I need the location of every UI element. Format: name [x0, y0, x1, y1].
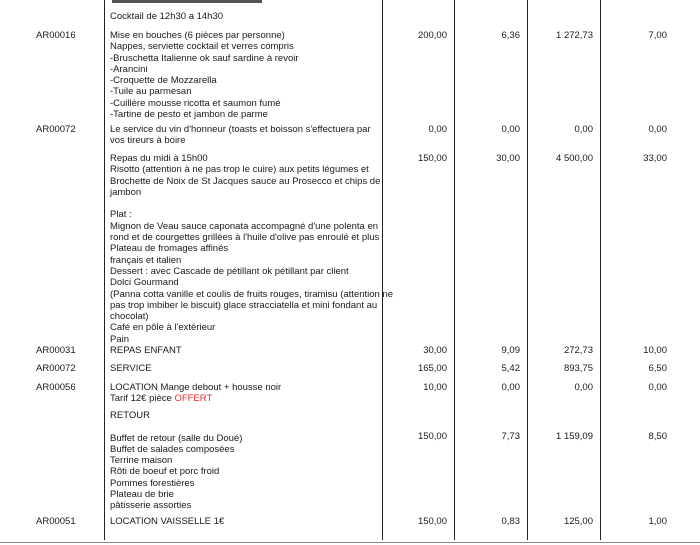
offered-badge: OFFERT	[174, 393, 213, 405]
description-line: Buffet de retour (salle du Doué)	[110, 432, 243, 444]
description-line: -Croquette de Mozzarella	[110, 75, 217, 87]
description-line: chocolat)	[110, 311, 149, 323]
section-header-cocktail: Cocktail de 12h30 a 14h30	[110, 11, 224, 22]
description-line: -Bruschetta Italienne ok sauf sardine à revoir	[110, 52, 299, 64]
description-line: Risotto (attention à ne pas trop le cuire) aux petits légumes et	[110, 164, 369, 176]
description-line: Mignon de Veau sauce caponata accompagné d'une polenta en	[110, 220, 379, 232]
unit-price: 30,00	[423, 345, 447, 356]
description-line: Plat :	[110, 209, 132, 221]
description-line: LOCATION Mange debout + housse noir	[110, 382, 282, 393]
description-line: français et italien	[110, 254, 182, 266]
tariff-text: Tarif 12€ pièce	[110, 393, 175, 405]
quantity: 30,00	[496, 153, 520, 164]
line-total: 1 272,73	[556, 30, 593, 41]
column-divider	[600, 0, 601, 540]
vat-amount: 8,50	[648, 431, 667, 442]
row-description: REPAS ENFANT	[110, 345, 182, 356]
description-line: vos tireurs à boire	[110, 135, 186, 147]
description-line: pas trop imbiber le biscuit) glace stracciatella et mini fondant au	[110, 299, 378, 311]
description-line: Buffet de salades composées	[110, 443, 235, 455]
description-line: -Cuillère mousse ricotta et saumon fumé	[110, 97, 281, 109]
row-description: SERVICE	[110, 363, 152, 374]
description-line: Pain	[110, 333, 130, 345]
unit-price: 200,00	[417, 30, 447, 41]
line-total: 0,00	[574, 382, 593, 393]
description-line: rond et de courgettes grillées à l'huile d'olive pas enroulé et plus	[110, 232, 380, 244]
description-line: Le service du vin d'honneur (toasts et boisson s'effectuera par	[110, 124, 371, 135]
description-line: Nappes, serviette cocktail et verres compris	[110, 41, 294, 53]
quantity: 0,83	[501, 516, 520, 527]
description-line: -Tartine de pesto et jambon de parme	[110, 109, 268, 121]
article-code: AR00072	[36, 124, 76, 135]
quantity: 0,00	[501, 124, 520, 135]
unit-price: 150,00	[417, 431, 447, 442]
description-line: Repas du midi à 15h00	[110, 153, 208, 164]
line-total: 125,00	[563, 516, 593, 527]
row-description	[110, 153, 393, 345]
unit-price: 10,00	[423, 382, 447, 393]
description-line	[110, 421, 242, 432]
unit-price: 150,00	[417, 516, 447, 527]
unit-price: 0,00	[428, 124, 447, 135]
line-total: 0,00	[574, 124, 593, 135]
description-line: Plateau de brie	[110, 489, 174, 501]
line-total: 4 500,00	[556, 153, 593, 164]
description-line	[110, 198, 393, 209]
description-line: Pommes forestières	[110, 477, 195, 489]
vat-amount: 7,00	[648, 30, 667, 41]
description-line: Brochette de Noix de St Jacques sauce au Prosecco et chips de	[110, 175, 381, 187]
page-bottom-rule	[0, 542, 700, 543]
description-line: Dolci Gourmand	[110, 277, 179, 289]
description-line: RETOUR	[110, 410, 150, 421]
row-description	[110, 30, 299, 120]
column-divider	[527, 0, 528, 540]
description-line: Mise en bouches (6 pièces par personne)	[110, 30, 285, 41]
line-total: 893,75	[563, 363, 593, 374]
column-divider	[454, 0, 455, 540]
vat-amount: 10,00	[643, 345, 667, 356]
description-line: Café en pôle à l'extérieur	[110, 322, 216, 334]
vat-amount: 6,50	[648, 363, 667, 374]
description-line: (Panna cotta vanille et coulis de fruits rouges, tiramisu (attention ne	[110, 288, 394, 300]
article-code: AR00051	[36, 516, 76, 527]
vat-amount: 0,00	[648, 382, 667, 393]
description-line: -Arancini	[110, 63, 148, 75]
row-description	[110, 124, 371, 147]
article-code: AR00031	[36, 345, 76, 356]
description-line: -Tuile au parmesan	[110, 86, 192, 98]
unit-price: 165,00	[417, 363, 447, 374]
article-code: AR00056	[36, 382, 76, 393]
vat-amount: 33,00	[643, 153, 667, 164]
vat-amount: 0,00	[648, 124, 667, 135]
description-line: pâtisserie assorties	[110, 500, 192, 512]
article-code: AR00016	[36, 30, 76, 41]
vat-amount: 1,00	[648, 516, 667, 527]
quantity: 0,00	[501, 382, 520, 393]
description-line	[110, 393, 281, 404]
quantity: 6,36	[501, 30, 520, 41]
description-line: Dessert : avec Cascade de pétillant ok pétillant par client	[110, 265, 349, 277]
cut-header-remnant	[112, 0, 262, 3]
quantity: 5,42	[501, 363, 520, 374]
description-line: Plateau de fromages affinés	[110, 243, 229, 255]
row-description	[110, 410, 242, 512]
row-description: LOCATION VAISSELLE 1€	[110, 516, 225, 527]
quantity: 7,73	[501, 431, 520, 442]
description-line: jambon	[110, 186, 142, 198]
description-line: Rôti de boeuf et porc froid	[110, 466, 220, 478]
unit-price: 150,00	[417, 153, 447, 164]
article-code: AR00072	[36, 363, 76, 374]
description-line: Terrine maison	[110, 455, 173, 467]
row-description	[110, 382, 281, 405]
line-total: 272,73	[563, 345, 593, 356]
column-divider	[104, 0, 105, 540]
quantity: 9,09	[501, 345, 520, 356]
line-total: 1 159,09	[556, 431, 593, 442]
